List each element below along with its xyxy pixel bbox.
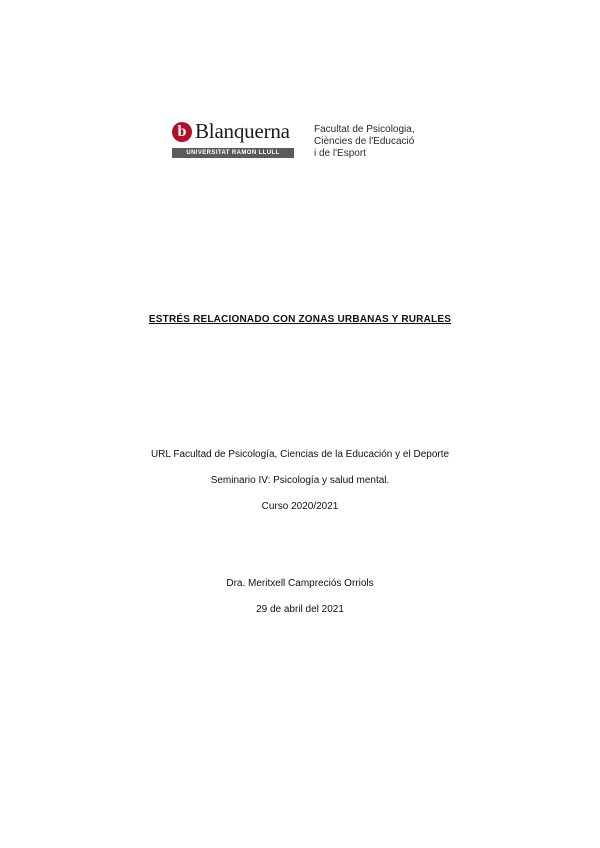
- blanquerna-b-icon: [172, 122, 192, 142]
- logo-wordmark: Blanquerna: [195, 119, 290, 143]
- institution-line: URL Facultad de Psicología, Ciencias de la Educación y el Deporte: [150, 449, 450, 460]
- logo-mark-letter: b: [177, 123, 187, 140]
- faculty-line-3: i de l'Esport: [314, 148, 366, 159]
- document-title: ESTRÉS RELACIONADO CON ZONAS URBANAS Y RURALES: [148, 314, 452, 325]
- seminar-line: Seminario IV: Psicología y salud mental.: [210, 475, 390, 486]
- faculty-line-1: Facultat de Psicologia,: [314, 124, 415, 135]
- date-line: 29 de abril del 2021: [256, 604, 344, 615]
- blanquerna-logo: [172, 118, 432, 168]
- faculty-name: [314, 124, 415, 160]
- author-line: Dra. Meritxell Campreciós Orriols: [226, 578, 374, 589]
- faculty-line-2: Ciències de l'Educació: [314, 136, 415, 147]
- university-name: UNIVERSITAT RAMON LLULL: [186, 150, 280, 156]
- course-line: Curso 2020/2021: [261, 501, 339, 512]
- university-bar: [172, 148, 294, 158]
